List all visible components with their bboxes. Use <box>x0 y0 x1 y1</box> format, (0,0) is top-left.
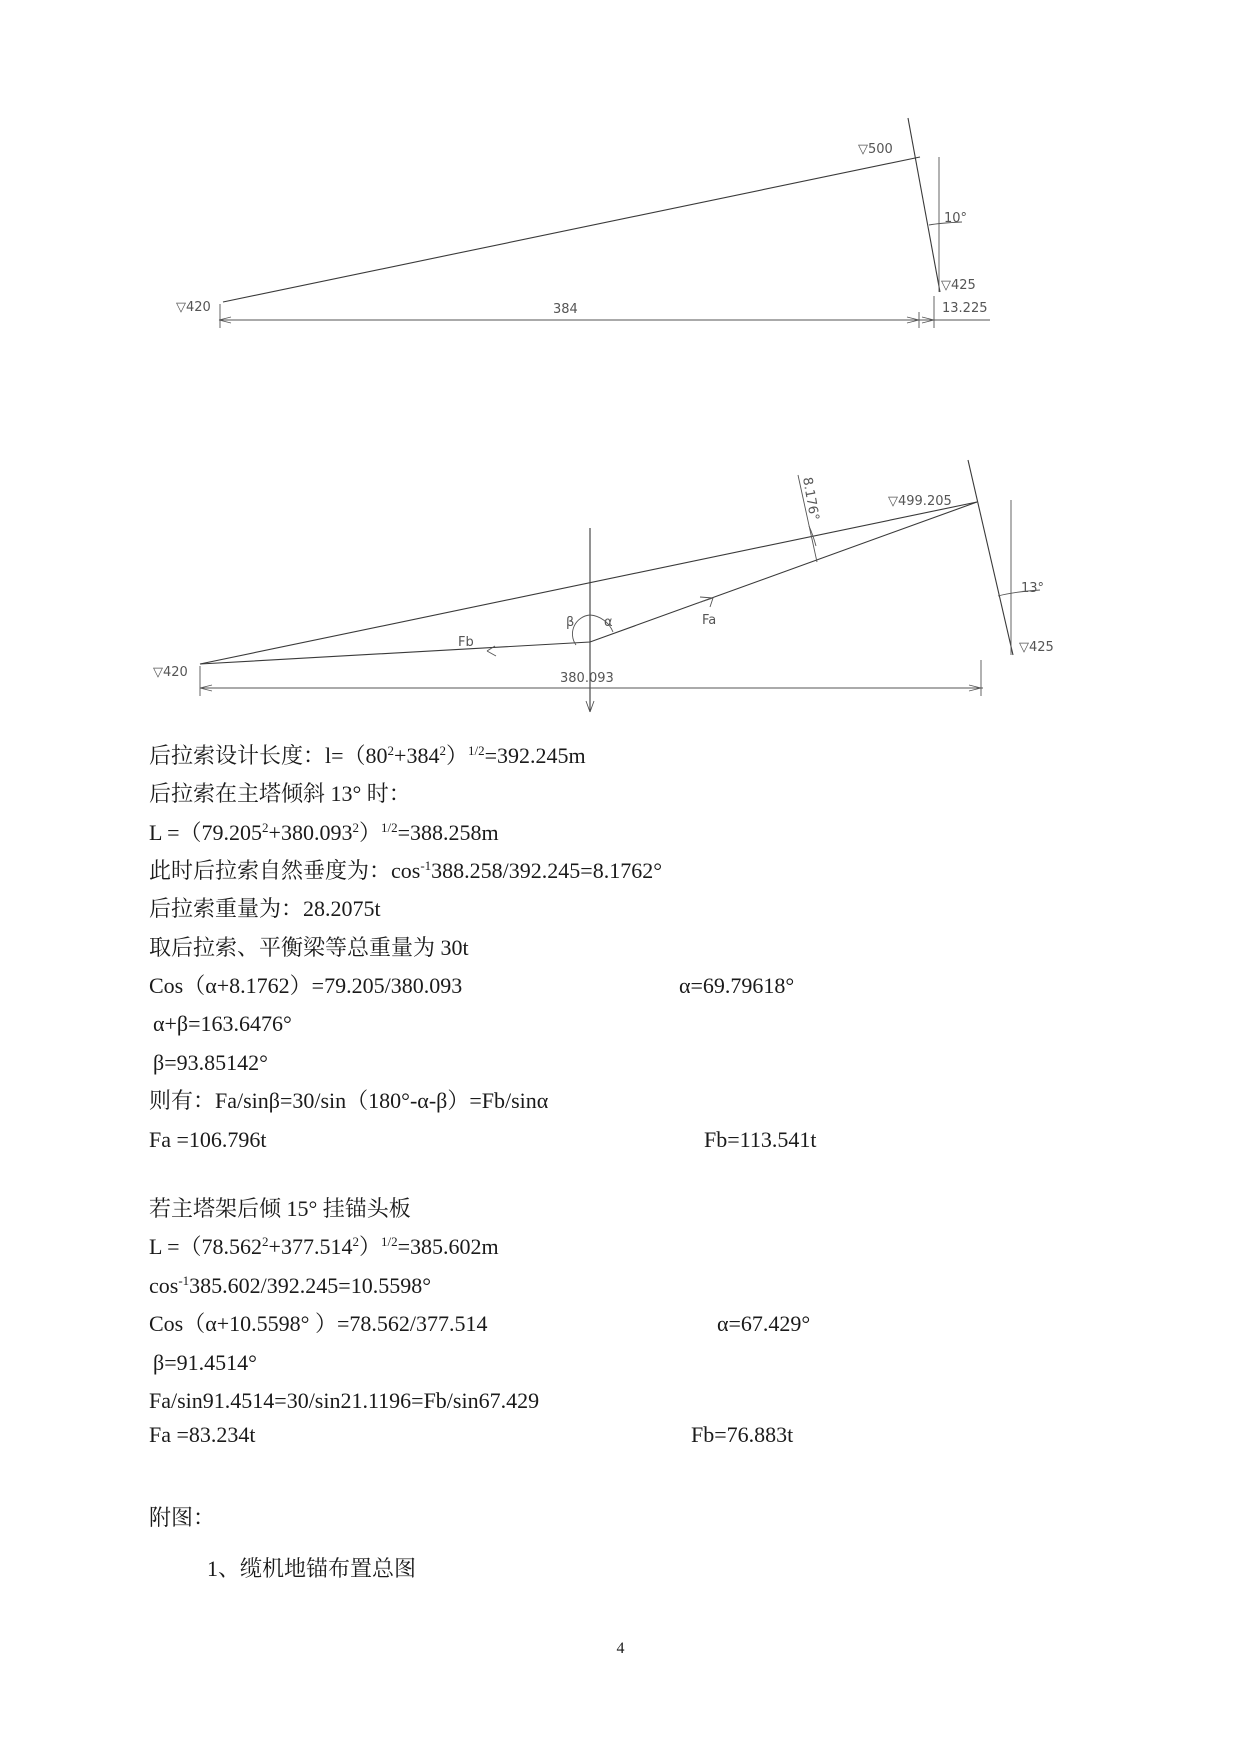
alpha-label: α <box>604 615 613 630</box>
elevation-label-425: ▽425 <box>941 278 976 293</box>
cable-geometry-diagram-1 <box>0 0 1241 360</box>
text-line-15-right: α=67.429° <box>717 1311 811 1336</box>
text-line-20: 1、缆机地锚布置总图 <box>207 1556 417 1581</box>
text-line-15-left: Cos（α+10.5598° ）=78.562/377.514 <box>149 1311 488 1336</box>
elevation-label-500: ▽500 <box>858 142 893 157</box>
text-line-17: Fa/sin91.4514=30/sin21.1196=Fb/sin67.429 <box>149 1388 540 1413</box>
cable-force-diagram-2 <box>0 440 1241 720</box>
text-line-2: 后拉索在主塔倾斜 13° 时： <box>149 781 411 806</box>
dimension-label-small: 13.225 <box>942 301 988 316</box>
text-line-18-right: Fb=76.883t <box>691 1422 794 1447</box>
elevation-label-425-2: ▽425 <box>1019 640 1054 655</box>
tower-angle-label-2: 13° <box>1021 581 1045 596</box>
text-line-12: 若主塔架后倾 15° 挂锚头板 <box>149 1196 411 1221</box>
dimension-label-main-2: 380.093 <box>560 671 614 686</box>
text-line-3: $L =(79.205^2+380.093^2)^{1/2}=388.258m$ <box>149 820 499 845</box>
page-number: 4 <box>616 1640 625 1657</box>
text-line-1: 后拉索设计长度：$l=(80^2+384^2)^{1/2}=392.245m$ <box>149 743 586 768</box>
dimension-label-main: 384 <box>553 302 578 317</box>
elevation-label-420-2: ▽420 <box>153 665 188 680</box>
text-line-11-right: Fb=113.541t <box>704 1127 817 1152</box>
tower-angle-label: 10° <box>944 211 968 226</box>
text-line-19: 附图： <box>149 1505 216 1530</box>
sag-angle-label: 8.176° <box>799 476 822 522</box>
beta-label: β <box>566 615 575 630</box>
text-line-16: β=91.4514° <box>153 1350 257 1375</box>
text-line-9: β=93.85142° <box>153 1050 268 1075</box>
text-line-8: α+β=163.6476° <box>153 1011 292 1036</box>
text-line-7-right: α=69.79618° <box>679 973 795 998</box>
elevation-label-420: ▽420 <box>176 300 211 315</box>
text-line-14: $\cos^{-1}385.602/392.245=10.5598^\circ$ <box>149 1273 431 1298</box>
force-label-fa: Fa <box>702 613 717 628</box>
force-label-fb: Fb <box>458 635 474 650</box>
text-line-18-left: Fa =83.234t <box>149 1422 256 1447</box>
text-line-4: 此时后拉索自然垂度为：$\cos^{-1}388.258/392.245=8.1762^\circ$ <box>149 858 662 883</box>
text-line-10: 则有：Fa/sinβ=30/sin（180°-α-β）=Fb/sinα <box>149 1088 549 1113</box>
text-line-7-left: Cos（α+8.1762）=79.205/380.093 <box>149 973 463 998</box>
elevation-label-499-205: ▽499.205 <box>888 494 952 509</box>
text-line-13: $L =(78.562^2+377.514^2)^{1/2}=385.602m$ <box>149 1234 499 1259</box>
text-line-6: 取后拉索、平衡梁等总重量为 30t <box>149 935 469 960</box>
text-line-11-left: Fa =106.796t <box>149 1127 267 1152</box>
text-line-5: 后拉索重量为：28.2075t <box>149 896 381 921</box>
